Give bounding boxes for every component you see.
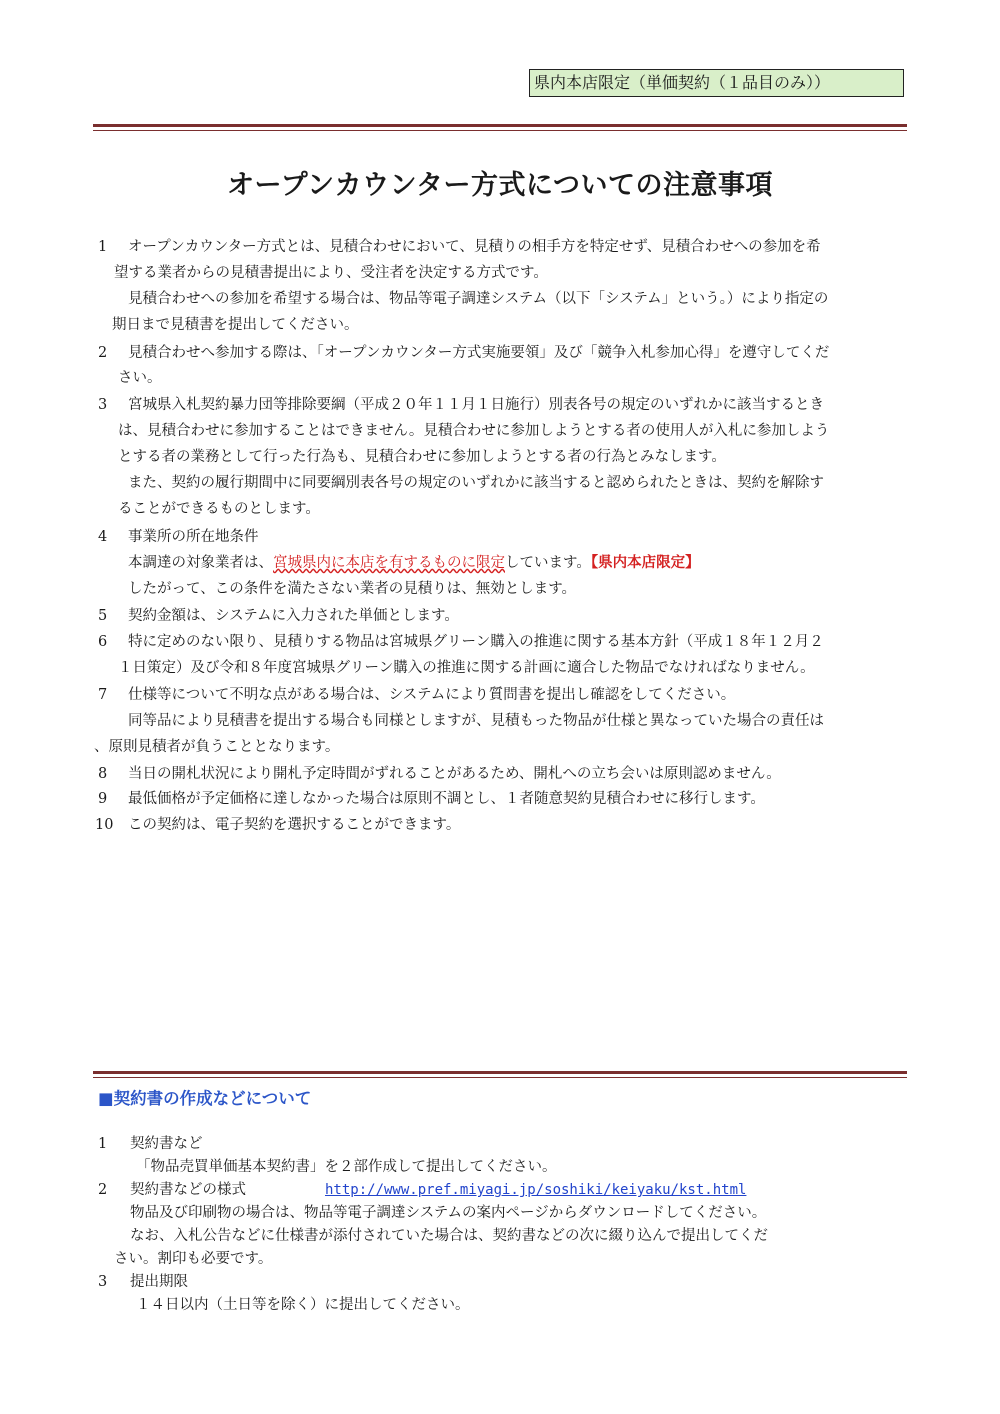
item-number: 4 <box>98 529 108 545</box>
contract-item-1-line-b: 「物品売買単価基本契約書」を２部作成して提出してください。 <box>136 1159 557 1175</box>
contract-item-2-line-d: さい。割印も必要です。 <box>114 1251 273 1267</box>
item-7-line-b: 同等品により見積書を提出する場合も同様としますが、見積もった物品が仕様と異なっていた場合の責任は <box>128 713 824 729</box>
contract-item-2-line-a: 契約書などの様式 <box>130 1182 246 1198</box>
item-5-line-a: 契約金額は、システムに入力された単価とします。 <box>128 608 459 624</box>
item-4-text: 本調達の対象業者は、 <box>128 555 273 571</box>
item-number: 1 <box>98 239 108 255</box>
item-3-line-d: また、契約の履行期間中に同要綱別表各号の規定のいずれかに該当すると認められたときは、契約を解除す <box>128 475 824 491</box>
restriction-emphasis: 宮城県内に本店を有するものに限定 <box>273 555 505 571</box>
item-1-line-a: オープンカウンター方式とは、見積合わせにおいて、見積りの相手方を特定せず、見積合わせへの参加を希 <box>128 239 821 255</box>
item-3-line-e: ることができるものとします。 <box>118 501 320 517</box>
contract-item-1-line-a: 契約書など <box>130 1136 203 1152</box>
item-7-line-c: 、原則見積者が負うこととなります。 <box>94 739 340 755</box>
item-8-line-a: 当日の開札状況により開札予定時間がずれることがあるため、開札への立ち会いは原則認めません。 <box>128 766 781 782</box>
item-10-line-a: この契約は、電子契約を選択することができます。 <box>128 817 461 833</box>
item-4-line-c: したがって、この条件を満たさない業者の見積りは、無効とします。 <box>128 581 577 597</box>
item-number: 10 <box>95 817 114 833</box>
section-heading: ■契約書の作成などについて <box>98 1089 312 1108</box>
item-4-text: しています。 <box>505 555 591 571</box>
item-1-line-d: 期日まで見積書を提出してください。 <box>112 317 359 333</box>
item-3-line-b: は、見積合わせに参加することはできません。見積合わせに参加しようとする者の使用人が入札に参加しよう <box>118 423 830 439</box>
item-number: 8 <box>98 766 108 782</box>
top-divider <box>93 124 907 131</box>
contract-item-3-line-b: １４日以内（土日等を除く）に提出してください。 <box>136 1297 470 1313</box>
item-9-line-a: 最低価格が予定価格に達しなかった場合は原則不調とし、１者随意契約見積合わせに移行します。 <box>128 791 765 807</box>
item-number: 6 <box>98 634 108 650</box>
item-number: 2 <box>98 345 108 361</box>
contract-item-3-line-a: 提出期限 <box>130 1274 188 1290</box>
contract-form-url[interactable]: http://www.pref.miyagi.jp/soshiki/keiyaku/kst.html <box>325 1182 747 1198</box>
item-1-line-b: 望する業者からの見積書提出により、受注者を決定する方式です。 <box>114 265 548 281</box>
item-6-line-b: １日策定）及び令和８年度宮城県グリーン購入の推進に関する計画に適合した物品でなければなりません。 <box>118 660 815 676</box>
item-2-line-b: さい。 <box>118 370 162 386</box>
item-3-line-a: 宮城県入札契約暴力団等排除要綱（平成２０年１１月１日施行）別表各号の規定のいずれかに該当するとき <box>128 397 824 413</box>
restriction-tag: 【県内本店限定】 <box>590 555 700 571</box>
page-title: オープンカウンター方式についての注意事項 <box>227 170 773 201</box>
item-number: 1 <box>98 1136 108 1152</box>
item-7-line-a: 仕様等について不明な点がある場合は、システムにより質問書を提出し確認をしてください。 <box>128 687 736 703</box>
item-4-line-a: 事業所の所在地条件 <box>128 529 259 545</box>
item-4-line-b <box>128 553 700 573</box>
item-number: 3 <box>98 397 108 413</box>
section-divider <box>93 1071 907 1078</box>
item-1-line-c: 見積合わせへの参加を希望する場合は、物品等電子調達システム（以下「システム」という。）により指定の <box>128 291 829 307</box>
item-number: 5 <box>98 608 108 624</box>
contract-form-link[interactable] <box>325 1180 746 1200</box>
item-number: 3 <box>98 1274 108 1290</box>
item-6-line-a: 特に定めのない限り、見積りする物品は宮城県グリーン購入の推進に関する基本方針（平成１８年１２月２ <box>128 634 824 650</box>
item-number: 2 <box>98 1182 108 1198</box>
item-number: 9 <box>98 791 108 807</box>
restriction-badge: 県内本店限定（単価契約（１品目のみ）） <box>529 69 904 97</box>
item-3-line-c: とする者の業務として行った行為も、見積合わせに参加しようとする者の行為とみなします。 <box>118 449 726 465</box>
item-number: 7 <box>98 687 108 703</box>
item-2-line-a: 見積合わせへ参加する際は、「オープンカウンター方式実施要領」及び「競争入札参加心得」を遵守してくだ <box>128 345 830 361</box>
contract-item-2-line-c: なお、入札公告などに仕様書が添付されていた場合は、契約書などの次に綴り込んで提出してくだ <box>130 1228 768 1244</box>
contract-item-2-line-b: 物品及び印刷物の場合は、物品等電子調達システムの案内ページからダウンロードしてください。 <box>130 1205 767 1221</box>
